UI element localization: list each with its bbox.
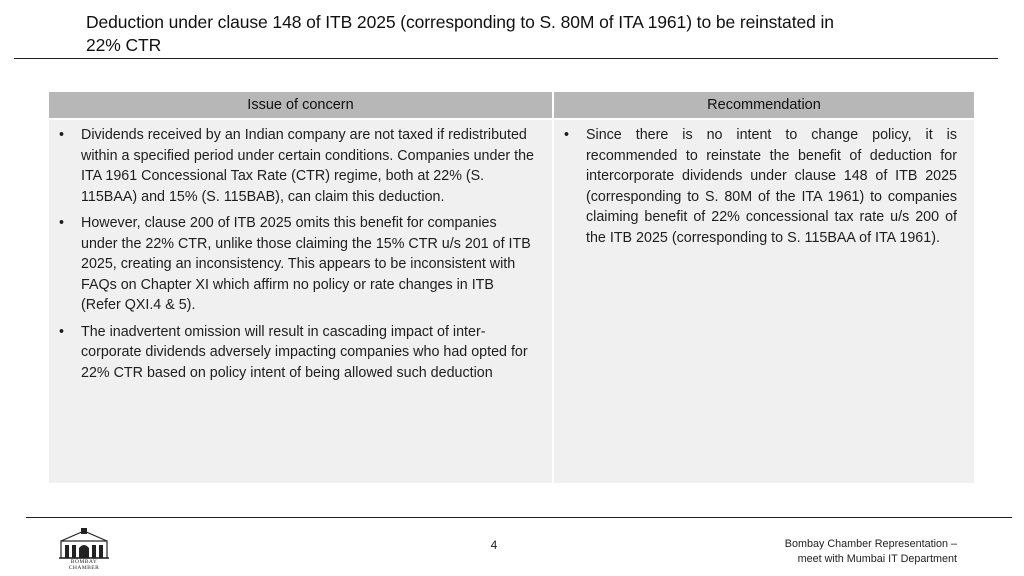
bombay-chamber-logo [57, 528, 111, 570]
issue-list-item [57, 125, 535, 207]
recommendation-list [562, 125, 957, 248]
bullet-marker: • [59, 323, 65, 340]
recommendation-column-header: Recommendation [554, 92, 974, 120]
concern-recommendation-table [49, 92, 974, 483]
slide-title [86, 11, 986, 57]
footer-note [740, 537, 957, 567]
recommendation-text: Since there is no intent to change policy, it is recommended to reinstate the benefit of deduction for intercorporate dividends under clause 148 of ITB 2025 (corresponding to S. 80M of the ITA 1961) to companies claiming benefit of 22% concessional tax rate u/s 200 of the ITB 2025 (corresponding to S. 115BAA of ITA 1961). [586, 127, 957, 246]
slide-title-line-1: Deduction under clause 148 of ITB 2025 (corresponding to S. 80M of ITA 1961) to be reinstated in [86, 12, 834, 32]
logo-wordmark: BOMBAY CHAMBER [68, 559, 100, 571]
title-divider [14, 58, 998, 59]
recommendation-column [554, 92, 974, 483]
recommendation-column-body [554, 120, 974, 248]
issue-text: Dividends received by an Indian company are not taxed if redistributed within a specified period under certain conditions. Companies under the ITA 1961 Concessional Tax Rate (CTR) regime, both at 22% (S. 115BAA) and 15% (S. 115BAB), can claim this deduction. [81, 127, 535, 205]
chamber-building-icon [57, 528, 111, 559]
recommendation-list-item [562, 125, 957, 248]
issue-list-item [57, 213, 535, 316]
issue-column [49, 92, 554, 483]
footer-note-line-1: Bombay Chamber Representation – [784, 538, 957, 550]
issue-text: The inadvertent omission will result in cascading impact of inter-corporate dividends adversely impacting companies who had opted for 22% CTR based on policy intent of being allowed such deduction [81, 323, 528, 381]
issue-column-body [49, 120, 552, 383]
bullet-marker: • [59, 215, 65, 231]
bullet-marker: • [59, 127, 65, 143]
issue-column-header: Issue of concern [49, 92, 552, 120]
issue-list [57, 125, 535, 383]
slide-title-line-2: 22% CTR [86, 35, 162, 55]
issue-list-item [57, 322, 535, 384]
page-number: 4 [490, 538, 498, 552]
issue-text: However, clause 200 of ITB 2025 omits this benefit for companies under the 22% CTR, unlike those claiming the 15% CTR u/s 201 of ITB 2025, creating an inconsistency. This appears to be inconsistent with FAQs on Chapter XI which affirm no policy or rate changes in ITB (Refer QXI.4 & 5). [81, 215, 531, 313]
bullet-marker: • [564, 127, 570, 143]
footer-note-line-2: meet with Mumbai IT Department [797, 553, 957, 565]
footer-divider [26, 517, 1012, 518]
